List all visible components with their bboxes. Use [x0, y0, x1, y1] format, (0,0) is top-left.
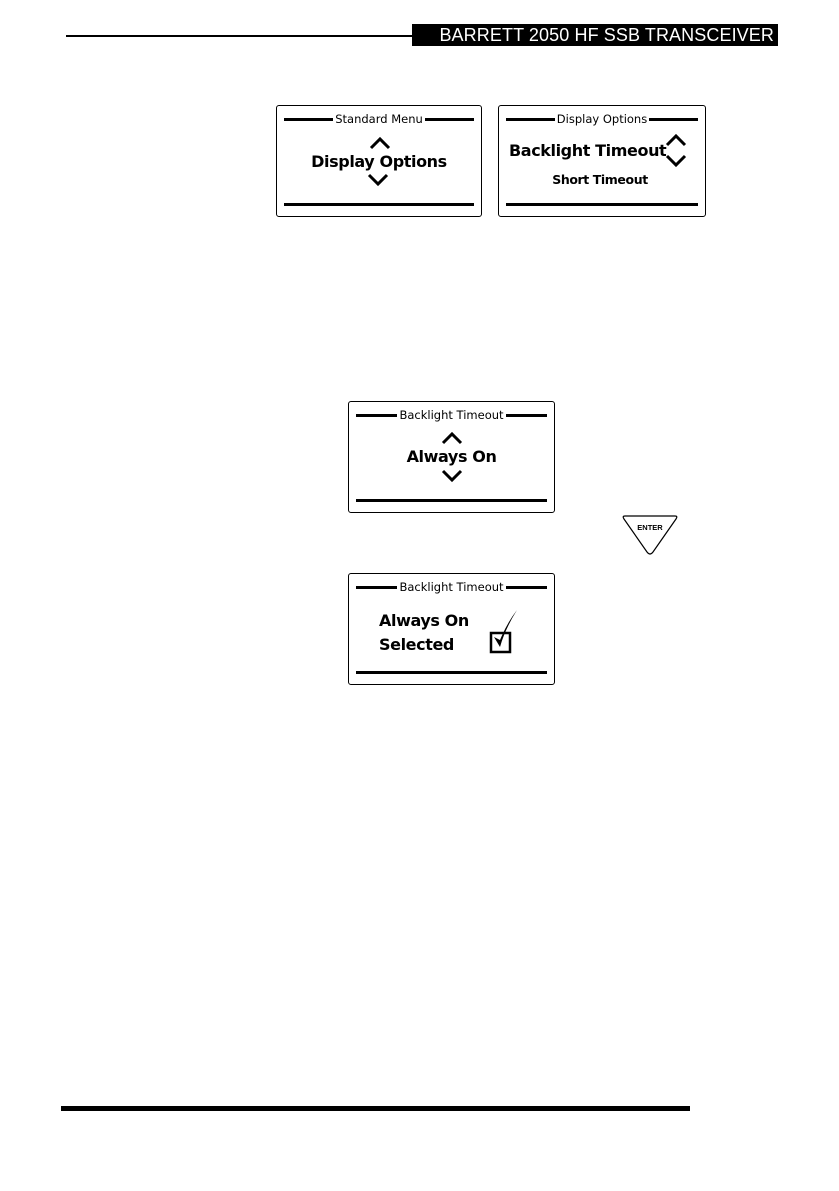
chevron-up-icon [665, 133, 687, 147]
lcd-title-row [284, 111, 474, 127]
current-value-short-timeout: Short Timeout [552, 172, 648, 187]
footer-rule [61, 1106, 690, 1111]
chevron-up-icon [441, 431, 463, 445]
lcd-title: Standard Menu [335, 112, 423, 126]
chevron-down-icon [665, 154, 687, 168]
lcd-title: Display Options [556, 112, 648, 126]
checkbox-checked-icon [489, 607, 519, 657]
menu-item-backlight-timeout: Backlight Timeout [509, 141, 667, 160]
lcd-title-row [356, 579, 547, 595]
header-rule [66, 35, 416, 37]
lcd-title-row [356, 407, 547, 423]
lcd-title: Backlight Timeout [399, 408, 504, 422]
lcd-bottom-rule [356, 671, 547, 674]
lcd-screen-backlight-confirm [348, 573, 555, 685]
lcd-bottom-rule [356, 499, 547, 502]
chevron-up-icon [369, 136, 391, 150]
confirm-line-selected: Selected [379, 635, 454, 654]
menu-item-always-on: Always On [406, 447, 497, 466]
chevron-down-icon [441, 469, 463, 483]
enter-key-shape [621, 514, 679, 556]
confirm-line-always-on: Always On [379, 611, 469, 630]
lcd-screen-display-options [498, 105, 706, 217]
lcd-bottom-rule [284, 203, 474, 206]
lcd-title-row [506, 111, 698, 127]
lcd-title: Backlight Timeout [399, 580, 504, 594]
lcd-screen-backlight-select [348, 401, 555, 513]
lcd-bottom-rule [506, 203, 698, 206]
header-title: BARRETT 2050 HF SSB TRANSCEIVER [412, 24, 778, 46]
enter-key[interactable] [621, 514, 679, 556]
menu-item-display-options: Display Options [311, 152, 447, 171]
lcd-screen-standard-menu [276, 105, 482, 217]
chevron-down-icon [367, 173, 389, 187]
enter-key-label: ENTER [637, 523, 663, 532]
